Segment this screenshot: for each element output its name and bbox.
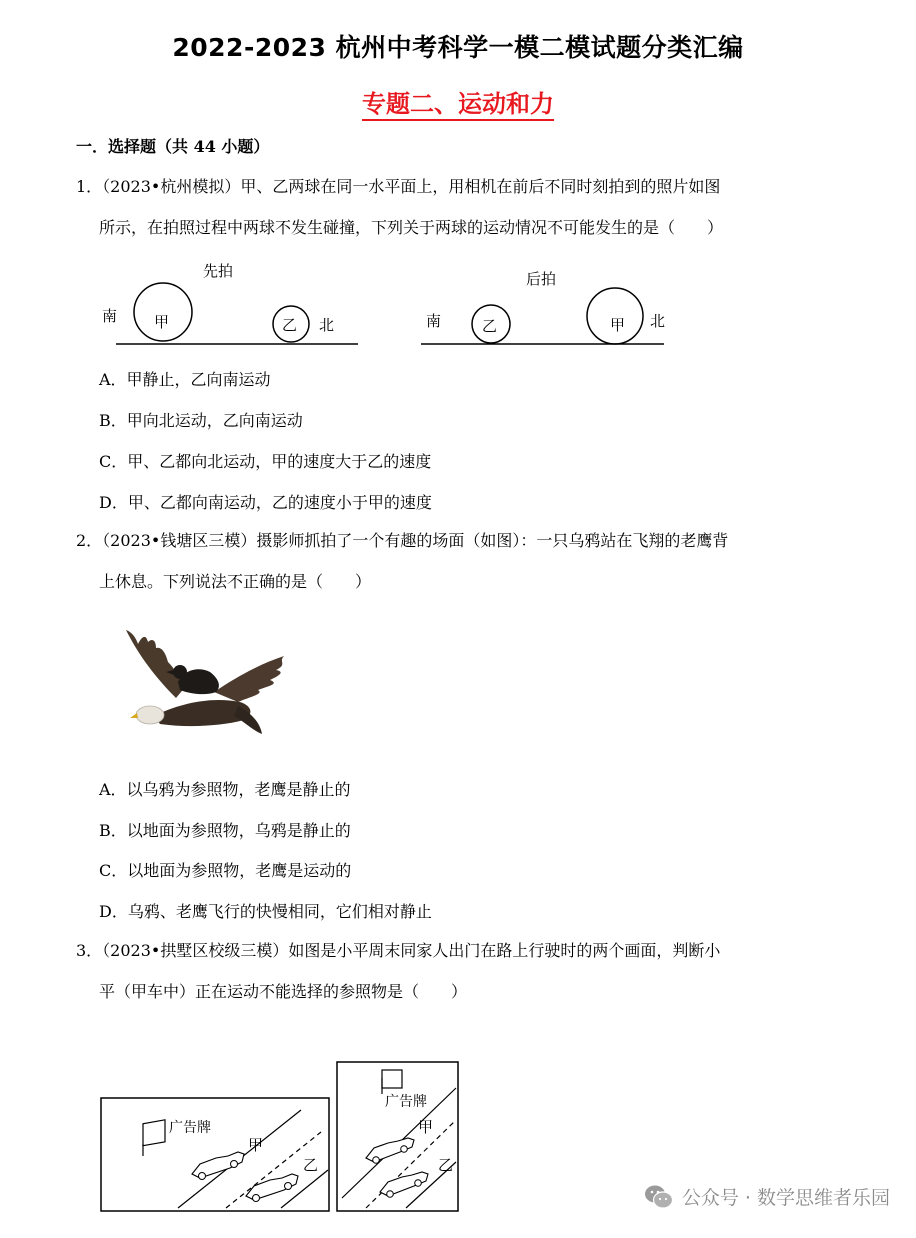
topic-subtitle (0, 84, 916, 119)
watermark (644, 1183, 890, 1210)
car-yi-label-left: 乙 (303, 1156, 319, 1174)
q1-ball-yi-label-right: 乙 (482, 317, 498, 335)
billboard-left (143, 1120, 165, 1146)
billboard-label-left: 广告牌 (169, 1120, 211, 1136)
car-jia-label-left: 甲 (248, 1136, 264, 1154)
q1-stem-line2: 所示，在拍照过程中两球不发生碰撞，下列关于两球的运动情况不可能发生的是（ ） (99, 218, 724, 237)
q2-stem-line2: 上休息。下列说法不正确的是（ ） (99, 572, 372, 591)
q2-option-d: D．乌鸦、老鹰飞行的快慢相同，它们相对静止 (99, 902, 432, 921)
billboard-right (382, 1070, 402, 1088)
car-yi-left (246, 1174, 298, 1202)
car-yi-label-right: 乙 (438, 1156, 454, 1174)
car-jia-label-right: 甲 (418, 1118, 434, 1136)
q1-fig-north-right: 北 (650, 312, 666, 330)
car-yi-right (380, 1172, 428, 1197)
q2-option-a: A．以乌鸦为参照物，老鹰是静止的 (99, 780, 351, 799)
q3-stem-line1: 3．（2023•拱墅区校级三模）如图是小平周末同家人出门在路上行驶时的两个画面，判断小 (76, 941, 721, 960)
q1-stem-line1: 1．（2023•杭州模拟）甲、乙两球在同一水平面上，用相机在前后不同时刻拍到的照片如图 (76, 177, 721, 196)
eagle-beak (130, 713, 138, 718)
q2-stem-line1: 2．（2023•钱塘区三模）摄影师抓拍了一个有趣的场面（如图）：一只乌鸦站在飞翔的老鹰背 (76, 531, 729, 550)
q2-option-c: C．以地面为参照物，老鹰是运动的 (99, 861, 352, 880)
q1-fig-caption-first: 先拍 (203, 262, 234, 280)
topic-subtitle-text: 专题二、运动和力 (362, 90, 554, 121)
section-heading: 一．选择题（共 44 小题） (76, 137, 270, 156)
q1-ball-jia-left (134, 283, 192, 341)
q1-ball-jia-label-left: 甲 (154, 313, 170, 331)
page-title: 2022-2023 杭州中考科学一模二模试题分类汇编 (172, 33, 744, 62)
q1-option-b: B．甲向北运动，乙向南运动 (99, 411, 303, 430)
q1-fig-caption-second: 后拍 (526, 270, 557, 288)
q1-fig-south-left: 南 (102, 307, 118, 325)
crow-head (173, 665, 187, 679)
q1-figure (96, 256, 686, 356)
q3-figure (96, 1058, 466, 1218)
wechat-icon (644, 1184, 674, 1210)
eagle-right-wing (214, 656, 284, 702)
q1-ball-jia-label-right: 甲 (610, 316, 626, 334)
q1-option-c: C．甲、乙都向北运动，甲的速度大于乙的速度 (99, 452, 432, 471)
q3-stem-line2: 平（甲车中）正在运动不能选择的参照物是（ ） (99, 982, 468, 1001)
q2-option-b: B．以地面为参照物，乌鸦是静止的 (99, 821, 351, 840)
q1-option-a: A．甲静止，乙向南运动 (99, 370, 271, 389)
q1-ball-yi-label-left: 乙 (282, 316, 298, 334)
watermark-text: 公众号 · 数学思维者乐园 (681, 1187, 890, 1209)
eagle-crow-photo (118, 620, 293, 742)
q1-fig-south-right: 南 (426, 312, 442, 330)
q1-option-d: D．甲、乙都向南运动，乙的速度小于甲的速度 (99, 493, 432, 512)
eagle-left-wing (126, 630, 186, 698)
q1-fig-north-left: 北 (319, 316, 335, 334)
car-jia-right (366, 1138, 414, 1163)
eagle-head (136, 706, 164, 724)
billboard-label-right: 广告牌 (385, 1094, 427, 1110)
